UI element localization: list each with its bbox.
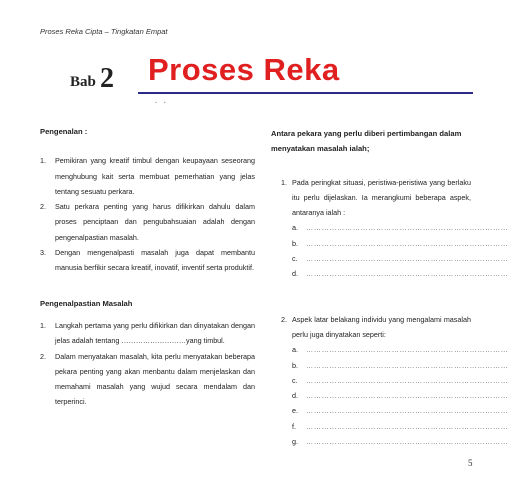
section-heading-pengenalan: Pengenalan : <box>40 127 88 136</box>
chapter-number: 2 <box>100 63 114 94</box>
list-item-text: Satu perkara penting yang harus difikirkan dahulu dalam proses penciptaan dan pengubahsuaian adalah dengan pengenalpastian masalah. <box>55 202 255 242</box>
chapter-heading <box>70 52 470 96</box>
fill-in-line: b. …………………………………………………………………… <box>292 360 508 370</box>
page-number: 5 <box>468 458 473 468</box>
considerations-list <box>271 175 508 450</box>
right-heading: Antara pekara yang perlu diberi pertimbangan dalam menyatakan masalah ialah; <box>271 129 462 154</box>
fill-in-line: c. …………………………………………………………………… <box>292 254 508 264</box>
list-item-text: Aspek latar belakang individu yang mengalami masalah perlu juga dinyatakan seperti: <box>292 314 471 339</box>
aspect-blanks-2 <box>292 342 508 449</box>
pengenalan-list <box>40 153 255 275</box>
fill-in-line: a. …………………………………………………………………… <box>292 345 508 355</box>
fill-in-line: g. …………………………………………………………………… <box>292 437 508 447</box>
list-item: 1. Pada peringkat situasi, peristiwa-peristiwa yang berlaku itu perlu dijelaskan. Ia merangkumi beberapa aspek, antaranya ialah : a. …………………………………………………………………… b. …………………………………………………………………… c. …………………………………………………………………… d. …………………………………………………………………… <box>271 175 471 282</box>
list-item-text: Pada peringkat situasi, peristiwa-peristiwa yang berlaku itu perlu dijelaskan. Ia merangkumi beberapa aspek, antaranya ialah : <box>292 177 471 218</box>
chapter-label: Bab <box>70 74 96 90</box>
list-item-text: Dengan mengenalpasti masalah juga dapat membantu manusia berfikir secara kreatif, inovatif, inventif serta produktif. <box>55 248 255 273</box>
right-column <box>271 126 508 449</box>
fill-in-line: d. …………………………………………………………………… <box>292 391 508 401</box>
section-heading-pengenalpastian: Pengenalpastian Masalah <box>40 298 133 308</box>
list-item: 1. Langkah pertama yang perlu difikirkan dan dinyatakan dengan jelas adalah tentang ………………………yang timbul. <box>40 320 255 346</box>
list-item-text: Dalam menyatakan masalah, kita perlu menyatakan beberapa pekara penting yang akan menbantu dalam menjelaskan dan memahami masalah yang wujud secara mendalam dan terperinci. <box>55 351 255 407</box>
chapter-title: Proses Reka <box>148 52 340 87</box>
fill-in-line: b. …………………………………………………………………… <box>292 238 508 248</box>
list-item: 2. Dalam menyatakan masalah, kita perlu menyatakan beberapa pekara penting yang akan menbantu dalam menjelaskan dan memahami masalah yang wujud secara mendalam dan terperinci. <box>40 351 255 407</box>
list-item: 2. Satu perkara penting yang harus difikirkan dahulu dalam proses penciptaan dan pengubahsuaian adalah dengan pengenalpastian masalah. <box>40 202 255 242</box>
list-item-text: Pemikiran yang kreatif timbul dengan keupayaan seseorang menghubung kait serta membuat pemerhatian yang jelas tentang sesuatu perkara. <box>55 156 255 196</box>
list-item-text: Langkah pertama yang perlu difikirkan dan dinyatakan dengan jelas adalah tentang ………………………yang timbul. <box>55 320 255 346</box>
fill-in-line: d. …………………………………………………………………… <box>292 269 508 279</box>
running-header: Proses Reka Cipta – Tingkatan Empat <box>40 27 168 36</box>
title-rule <box>138 92 473 94</box>
rule-ornament: ▪ ▪ <box>155 100 166 106</box>
left-column <box>40 124 255 410</box>
list-item: 2. Aspek latar belakang individu yang mengalami masalah perlu juga dinyatakan seperti: a. …………………………………………………………………… b. …………………………………………………………………… c. …………………………………………………………………… d. …………………………………………………………………… e. …………………………………………………………………… f. …………………………………………………………………… g. …………………………………………………………………… <box>271 312 471 450</box>
fill-in-line: e. …………………………………………………………………… <box>292 406 508 416</box>
fill-in-line: a. …………………………………………………………………… <box>292 223 508 233</box>
fill-in-line: f. …………………………………………………………………… <box>292 421 508 431</box>
pengenalpastian-list <box>40 318 255 410</box>
list-item: 1. Pemikiran yang kreatif timbul dengan keupayaan seseorang menghubung kait serta membuat pemerhatian yang jelas tentang sesuatu perkara. <box>40 156 255 196</box>
list-item: 3. Dengan mengenalpasti masalah juga dapat membantu manusia berfikir secara kreatif, inovatif, inventif serta produktif. <box>40 248 255 273</box>
fill-in-line: c. …………………………………………………………………… <box>292 375 508 385</box>
